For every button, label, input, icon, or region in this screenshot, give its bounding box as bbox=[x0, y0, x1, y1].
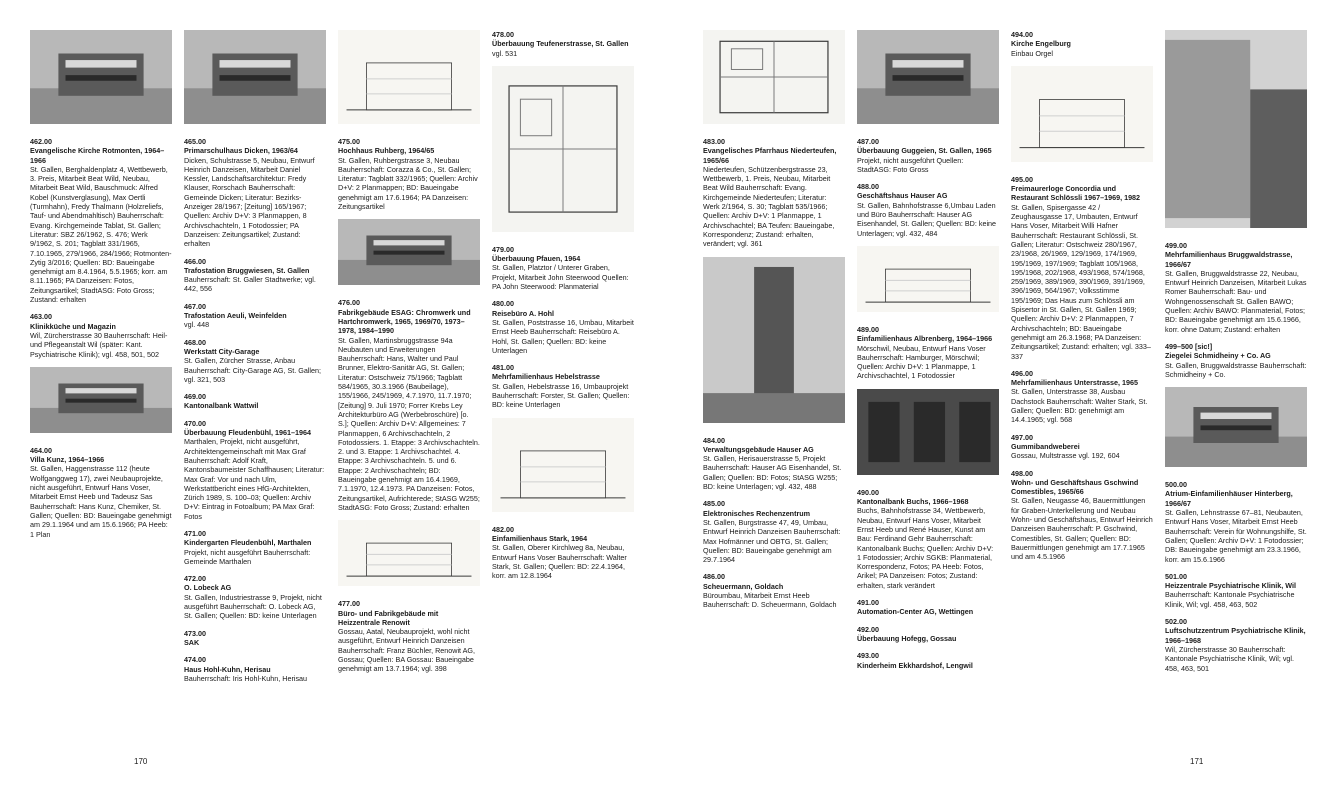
catalogue-entry bbox=[184, 257, 326, 294]
entry-body: Wil, Zürcherstrasse 30 Bauherrschaft: Kantonale Psychiatrische Klinik, Wil; vgl. 458, 463, 501 bbox=[1165, 644, 1295, 673]
entry-number: 486.00 bbox=[703, 572, 725, 582]
entry-number: 497.00 bbox=[1011, 432, 1033, 442]
entry-title: Mehrfamilienhaus Hebelstrasse bbox=[492, 372, 600, 382]
catalogue-entry bbox=[1165, 241, 1307, 334]
catalogue-entry bbox=[1165, 342, 1307, 379]
entry-title: Haus Hohl-Kuhn, Herisau bbox=[184, 664, 271, 674]
entry-title: Heizzentrale Psychiatrische Klinik, Wil bbox=[1165, 581, 1296, 591]
catalogue-column bbox=[492, 30, 634, 588]
entry-body: St. Gallen, Lehnstrasse 67–81, Neubauten, Entwurf Hans Voser, Mitarbeit Ernst Heeb Bauherrschaft: Verein für Wohnungshilfe, St. Gallen; Quellen: Archiv D+V: 1 Fotodossier; DB: Baueingabe genehmigt am 23.3.1966, korr. am 15.6.1966 bbox=[1165, 508, 1307, 564]
entry-number: 496.00 bbox=[1011, 368, 1033, 378]
entry-body: St. Gallen, Platztor / Unterer Graben, Projekt, Mitarbeit John Steerwood Quellen: PA John Steerwood: Planmaterial bbox=[492, 263, 629, 292]
catalogue-entry bbox=[184, 655, 326, 683]
einfamilienhaus-stark-drawing bbox=[492, 418, 634, 512]
entry-number: 485.00 bbox=[703, 499, 725, 509]
entry-number: 472.00 bbox=[184, 574, 206, 584]
catalogue-entry bbox=[338, 599, 480, 673]
entry-body: St. Gallen, Bahnhofstrasse 6,Umbau Laden und Büro Bauherrschaft: Hauser AG Eisenhandel, St. Gallen; Quellen: BD: keine Unterlagen; vgl. 432, 484 bbox=[857, 200, 997, 238]
entry-title: Überbauung Teufenerstrasse, St. Gallen bbox=[492, 39, 629, 49]
catalogue-entry bbox=[1165, 480, 1307, 564]
entry-number: 499.00 bbox=[1165, 241, 1187, 250]
entry-title: Evangelisches Pfarrhaus Niederteufen, 1965/66 bbox=[703, 146, 837, 165]
entry-body: Bauherrschaft: Iris Hohl-Kuhn, Herisau bbox=[184, 673, 308, 683]
albrenberg-sketch bbox=[857, 246, 999, 312]
entry-number: 466.00 bbox=[184, 256, 206, 266]
entry-body: Büroumbau, Mitarbeit Ernst Heeb Bauherrschaft: D. Scheuermann, Goldach bbox=[703, 591, 837, 610]
entry-body: Einbau Orgel bbox=[1011, 48, 1053, 58]
entry-body: St. Gallen, Martinsbruggstrasse 94a Neubauten und Erweiterungen Bauherrschaft: Hans, Walter und Paul Brunner, Elektro-Sanitär AG, St. Gallen; Literatur: Ostschweiz 75/1966; Tagblatt 584/1965, 30.3.1966 (Baubeilage), 155/1966, 245/1969, 4.7.1970, 11.7.1970; [Zeitung] 9. Juli 1970; Forrer Krebs Ley Architekturbüro AG (Werbebroschüre) [o. S.]; Quellen: Archiv D+V: Allgemeines: 7 Planmappen, 6 Archivschachteln, 2 Fotodossiers. 1. Etappe: 3 Archivschachteln. 2. und 3. Etappe: 1 Archivschachtel. 4. Etappe: 3 Archivschachteln. 5. und 6. Etappe: 2 Archivschachteln; BD: Baueingabe genehmigt am 16.4.1969, 7.1.1970, 12.4.1973. PA Danzeisen: Fotos, Zeitungsartikel, Aufrichterede; StASG W255; StadtASG: Foto Gross; Zustand: erhalten bbox=[338, 335, 480, 512]
entry-title: Einfamilienhaus Stark, 1964 bbox=[492, 533, 588, 543]
entry-body: Projekt, nicht ausgeführt Quellen: StadtASG: Foto Gross bbox=[857, 155, 964, 174]
entry-title: Automation-Center AG, Wettingen bbox=[857, 607, 974, 617]
left-page-number: 170 bbox=[134, 757, 148, 766]
catalogue-entry bbox=[492, 299, 634, 355]
entry-title: Trafostation Bruggwiesen, St. Gallen bbox=[184, 265, 310, 275]
guggeien-model-photo bbox=[857, 30, 999, 124]
bruggwaldstrasse-photo bbox=[1165, 30, 1307, 228]
catalogue-entry bbox=[1011, 175, 1153, 361]
hauser-tower-photo bbox=[703, 257, 845, 423]
catalogue-entry bbox=[30, 446, 172, 539]
entry-number: 467.00 bbox=[184, 301, 206, 311]
catalogue-entry bbox=[1011, 433, 1153, 461]
hochhaus-ruhberg-drawing bbox=[338, 30, 480, 124]
catalogue-entry bbox=[184, 338, 326, 384]
catalogue-entry bbox=[492, 245, 634, 291]
catalogue-entry bbox=[30, 312, 172, 358]
entry-title: Wohn- und Geschäftshaus Gschwind Comestibles, 1965/66 bbox=[1011, 477, 1139, 497]
entry-body: Niederteufen, Schützenbergstrasse 23, Wettbewerb, 1. Preis, Neubau, Mitarbeit Beat Wild Bauherrschaft: Evang. Kirchgemeinde Niederteufen; Literatur: Werk 2/1964, S. 30; Tagblatt 535/1966; Quellen: Archiv D+V: 1 Planmappe, 1 Archivschachtel; BA Teufen: Baueingabe, Korrespondenz; Zustand: erhalten, verändert; vgl. 361 bbox=[703, 164, 835, 249]
catalogue-column bbox=[30, 30, 172, 547]
catalogue-entry bbox=[492, 30, 634, 58]
entry-title: Elektronisches Rechenzentrum bbox=[703, 508, 811, 518]
entry-body: St. Gallen, Herisauerstrasse 5, Projekt Bauherrschaft: Hauser AG Eisenhandel, St. Gallen; Quellen: BD: Fotos; StASG W255; BD: keine Unterlagen; vgl. 432, 488 bbox=[703, 454, 842, 492]
catalogue-entry bbox=[857, 325, 999, 381]
entry-title: Kirche Engelburg bbox=[1011, 39, 1071, 49]
entry-title: Evangelische Kirche Rotmonten, 1964–1966 bbox=[30, 146, 165, 165]
entry-body: St. Gallen, Haggenstrasse 112 (heute Wolfganggweg 17), zwei Neubauprojekte, nicht ausgeführt, Entwurf Hans Voser, Mitarbeit Ernst Heeb und Tadeusz Sas Bauherrschaft: Hans Kunz, Chemiker, St. Gallen; Quellen: BD: Baueingabe genehmigt am 29.1.1964 und am 15.6.1966; PA Heeb: 1 Plan bbox=[30, 464, 172, 539]
catalogue-entry bbox=[184, 392, 326, 411]
entry-title: Fabrikgebäude ESAG: Chromwerk und Hartchromwerk, 1965, 1969/70, 1973–1978, 1984–1990 bbox=[338, 307, 471, 336]
entry-body: St. Gallen, Ruhbergstrasse 3, Neubau Bauherrschaft: Corazza & Co., St. Gallen; Literatur: Tagblatt 332/1965; Quellen: Archiv D+V: 2 Planmappen; BD: Baueingabe genehmigt am 17.6.1964; PA Danzeisen: Zeitungsartikel bbox=[338, 155, 478, 212]
renowit-drawing bbox=[338, 520, 480, 586]
catalogue-entry bbox=[857, 488, 999, 590]
entry-body: St. Gallen, Oberer Kirchlweg 8a, Neubau, Entwurf Hans Voser Bauherrschaft: Walter Stark, St. Gallen; Quellen: BD: 22.4.1964, korr. am 12.8.1964 bbox=[492, 543, 627, 581]
entry-body: St. Gallen, Bruggwaldstrasse Bauherrschaft: Schmidheiny + Co. bbox=[1165, 360, 1307, 379]
entry-title: Mehrfamilienhaus Bruggwaldstrasse, 1966/67 bbox=[1165, 250, 1293, 269]
entry-body: vgl. 448 bbox=[184, 320, 210, 330]
entry-title: Geschäftshaus Hauser AG bbox=[857, 191, 948, 201]
entry-number: 501.00 bbox=[1165, 571, 1187, 581]
entry-title: Kindergarten Fleudenbühl, Marthalen bbox=[184, 538, 312, 548]
entry-title: Überbauung Guggeien, St. Gallen, 1965 bbox=[857, 146, 992, 156]
entry-title: Scheuermann, Goldach bbox=[703, 581, 784, 591]
entry-number: 489.00 bbox=[857, 324, 879, 334]
entry-title: Villa Kunz, 1964–1966 bbox=[30, 455, 105, 465]
entry-body: Marthalen, Projekt, nicht ausgeführt, Architektengemeinschaft mit Max Graf Bauherrschaft: Adolf Kraft, Kantonsbaumeister Schaffhausen; Literatur: Max Graf: Vor und nach Ulm, Werkstattbericht eines HfG-Architekten, Zürich 1989, S. 100–03; Quellen: Archiv D+V: Eintrag in Fotoalbum; PA Max Graf: Fotos bbox=[184, 437, 325, 521]
entry-number: 476.00 bbox=[338, 298, 360, 308]
entry-title: SAK bbox=[184, 637, 200, 647]
catalogue-entry bbox=[338, 298, 480, 512]
catalogue-entry bbox=[1011, 369, 1153, 425]
entry-title: Reisebüro A. Hohl bbox=[492, 308, 555, 318]
catalogue-entry bbox=[1011, 469, 1153, 562]
entry-number: 468.00 bbox=[184, 337, 206, 347]
entry-body: St. Gallen, Berghaldenplatz 4, Wettbewerb, 3. Preis, Mitarbeit Beat Wild, Neubau, Mitarbeit Beat Wild, Bauschmuck: Alfred Kobel (Kunstverglasung), Max Oertli (Turmhahn), Fredy Thalmann (Holzreliefs, Tauf- und Abendmahltisch) Bauherrschaft: Evang. Kirchgemeinde Tablat, St. Gallen; Literatur: SBZ 26/1962, S. 476; Werk 9/1962, S. 201; Tagblatt 331/1965, 7.10.1965, 279/1966, 284/1966; Rotmonten-Zytig 3/2016; Quellen: BD: Baueingabe genehmigt am 8.4.1964, 5.5.1965; korr. am 8.11.1965; PA Danzeisen: Fotos, Zeitungsartikel; StadtASG: Foto Gross; Zustand: erhalten bbox=[30, 164, 172, 305]
entry-number: 499–500 [sic!] bbox=[1165, 341, 1213, 351]
entry-title: Einfamilienhaus Albrenberg, 1964–1966 bbox=[857, 334, 993, 344]
entry-number: 474.00 bbox=[184, 655, 206, 665]
entry-number: 477.00 bbox=[338, 599, 360, 609]
entry-body: St. Gallen, Burgstrasse 47, 49, Umbau, Entwurf Heinrich Danzeisen Bauherrschaft: Max Hofmänner und OBTG, St. Gallen; Quellen: BD: Baueingabe genehmigt am 29.7.1964 bbox=[703, 517, 841, 565]
entry-body: Bauherrschaft: St. Galler Stadtwerke; vgl. 442, 556 bbox=[184, 275, 316, 294]
entry-body: Mörschwil, Neubau, Entwurf Hans Voser Bauherrschaft: Hamburger, Mörschwil; Quellen: Archiv D+V: 1 Planmappe, 1 Archivschachtel, 1 Fotodossier bbox=[857, 343, 986, 381]
entry-title: Gummibandweberei bbox=[1011, 441, 1080, 451]
kirche-engelburg-drawing bbox=[1011, 66, 1153, 162]
catalogue-entry bbox=[857, 598, 999, 617]
entry-number: 500.00 bbox=[1165, 480, 1187, 490]
villa-kunz-photo bbox=[30, 367, 172, 433]
entry-number: 462.00 bbox=[30, 137, 52, 146]
entry-title: Überbauung Fleudenbühl, 1961–1964 bbox=[184, 428, 312, 438]
entry-number: 487.00 bbox=[857, 137, 879, 146]
entry-number: 493.00 bbox=[857, 651, 879, 661]
entry-number: 475.00 bbox=[338, 137, 360, 146]
primarschulhaus-dicken-photo bbox=[184, 30, 326, 124]
catalogue-entry bbox=[492, 525, 634, 581]
entry-number: 478.00 bbox=[492, 30, 514, 39]
entry-number: 490.00 bbox=[857, 487, 879, 497]
entry-number: 495.00 bbox=[1011, 174, 1033, 184]
entry-body: St. Gallen, Spisergasse 42 / Zeughausgasse 17, Umbauten, Entwurf Hans Voser, Mitarbeit Willi Hafner Bauherrschaft: Restaurant Schlössli, St. Gallen; Literatur: Ostschweiz 280/1967, 23/1968, 26/1969, 129/1969, 174/1969, 195/1969, 197/1969; Tagblatt 105/1968, 195/1968, 202/1968, 493/1968, 574/1968, 259/1969, 389/1969, 390/1969, 391/1969, 396/1969, 564/1967; Volksstimme 195/1969; Das Haus zum Schlössli am Spisertor in St. Gallen, St. Gallen 1969; Quellen: Archiv D+V: 2 Planmappen, 7 Archivschachteln; BD: Baueingabe genehmigt am 26.3.1968; PA Danzeisen: Zeitungsartikel; Zustand: erhalten; vgl. 333–337 bbox=[1011, 202, 1151, 361]
entry-number: 483.00 bbox=[703, 137, 725, 146]
entry-title: Luftschutzzentrum Psychiatrische Klinik, 1966–1968 bbox=[1165, 626, 1306, 645]
entry-number: 471.00 bbox=[184, 528, 206, 538]
hinterberg-photo bbox=[1165, 387, 1307, 467]
entry-number: 463.00 bbox=[30, 312, 52, 322]
entry-number: 491.00 bbox=[857, 598, 879, 608]
entry-number: 473.00 bbox=[184, 628, 206, 638]
entry-body: St. Gallen, Bruggwaldstrasse 22, Neubau, Entwurf Heinrich Danzeisen, Mitarbeit Lukas Romer Bauherrschaft: Bau- und Wohngenossenschaft St. Gallen BAWO; Quellen: Archiv BAWO: Planmaterial, Fotos; BD: Baueingabe genehmigt am 15.6.1966, korr. ohne Datum; Zustand: erhalten bbox=[1165, 268, 1307, 334]
catalogue-entry bbox=[703, 137, 845, 249]
entry-body: Projekt, nicht ausgeführt Bauherrschaft: Gemeinde Marthalen bbox=[184, 547, 311, 566]
catalogue-entry bbox=[1165, 572, 1307, 609]
entry-body: St. Gallen, Neugasse 46, Bauermittlungen für Graben-Unterkellerung und Neubau Wohn- und Geschäftshaus, Entwurf Heinrich Danzeisen Bauherrschaft: P. Gschwind, Comestibles, St. Gallen; Quellen: BD: Bauermittlungen genehmigt am 17.7.1965 und am 4.5.1966 bbox=[1011, 496, 1153, 562]
pfauen-site-plan bbox=[492, 66, 634, 232]
church-rotmonten-photo bbox=[30, 30, 172, 124]
entry-number: 479.00 bbox=[492, 244, 514, 254]
catalogue-column bbox=[184, 30, 326, 691]
catalogue-entry bbox=[703, 499, 845, 564]
entry-body: Wil, Zürcherstrasse 30 Bauherrschaft: Heil- und Pflegeanstalt Wil (später: Kant. Psychiatrische Klinik); vgl. 458, 501, 502 bbox=[30, 330, 168, 359]
catalogue-entry bbox=[703, 436, 845, 492]
entry-title: Büro- und Fabrikgebäude mit Heizzentrale Renowit bbox=[338, 608, 439, 627]
entry-title: Atrium-Einfamilienhäuser Hinterberg, 1966/67 bbox=[1165, 489, 1293, 508]
catalogue-column bbox=[1011, 30, 1153, 569]
entry-title: Mehrfamilienhaus Unterstrasse, 1965 bbox=[1011, 378, 1139, 388]
right-page-number: 171 bbox=[1190, 757, 1204, 766]
entry-number: 494.00 bbox=[1011, 30, 1033, 39]
entry-body: Buchs, Bahnhofstrasse 34, Wettbewerb, Neubau, Entwurf Hans Voser, Mitarbeit Ernst Heeb und René Hauser, Kunst am Bau: Ferdinand Gehr Bauherrschaft: Kantonalbank Buchs; Quellen: Archiv D+V: 1 Fotodossier; Archiv SGKB: Planmaterial, Korrespondenz, Fotos; PA Heeb: Fotos, Arikel; PA Danzeisen: Fotos; Zustand: erhalten, stark verändert bbox=[857, 506, 994, 590]
entry-number: 481.00 bbox=[492, 363, 514, 373]
entry-title: Freimaurerloge Concordia und Restaurant Schlössli 1967–1969, 1982 bbox=[1011, 184, 1141, 203]
catalogue-entry bbox=[184, 574, 326, 620]
entry-title: Trafostation Aeuli, Weinfelden bbox=[184, 311, 287, 321]
catalogue-entry bbox=[1165, 617, 1307, 673]
catalogue-entry bbox=[857, 651, 999, 670]
entry-body: Gossau, Multstrasse vgl. 192, 604 bbox=[1011, 451, 1120, 461]
entry-number: 465.00 bbox=[184, 137, 206, 146]
entry-title: Primarschulhaus Dicken, 1963/64 bbox=[184, 146, 298, 156]
catalogue-column bbox=[338, 30, 480, 682]
entry-title: Überbauung Pfauen, 1964 bbox=[492, 254, 581, 264]
entry-title: Ziegelei Schmidheiny + Co. AG bbox=[1165, 351, 1271, 361]
kantonalbank-interior-photo bbox=[857, 389, 999, 475]
entry-title: O. Lobeck AG bbox=[184, 583, 232, 593]
entry-number: 469.00 bbox=[184, 392, 206, 402]
entry-number: 480.00 bbox=[492, 299, 514, 309]
entry-body: St. Gallen, Unterstrasse 38, Ausbau Dachstock Bauherrschaft: Walter Stark, St. Gallen; Quellen: BD: genehmigt am 14.4.1965; vgl. 568 bbox=[1011, 387, 1148, 425]
catalogue-entry bbox=[184, 302, 326, 330]
entry-body: Gossau, Aatal, Neubauprojekt, wohl nicht ausgeführt, Entwurf Heinrich Danzeisen Bauherrschaft: Franz Büchler, Renowit AG, Gossau; Quellen: BA Gossau: Baueingabe genehmigt am 13.7.1964; vgl. 398 bbox=[338, 627, 476, 674]
catalogue-entry bbox=[857, 137, 999, 174]
entry-body: St. Gallen, Poststrasse 16, Umbau, Mitarbeit Ernst Heeb Bauherrschaft: Reisebüro A. Hohl, St. Gallen; Quellen: BD: keine Unterlagen bbox=[492, 317, 634, 355]
entry-number: 488.00 bbox=[857, 182, 879, 192]
entry-number: 470.00 bbox=[184, 418, 206, 428]
catalogue-entry bbox=[703, 572, 845, 609]
catalogue-column bbox=[857, 30, 999, 678]
entry-title: Kantonalbank Buchs, 1966–1968 bbox=[857, 497, 969, 507]
entry-title: Klinikküche und Magazin bbox=[30, 321, 116, 331]
entry-title: Werkstatt City-Garage bbox=[184, 346, 260, 356]
entry-body: Bauherrschaft: Kantonale Psychiatrische Klinik, Wil; vgl. 458, 463, 502 bbox=[1165, 590, 1295, 609]
catalogue-entry bbox=[1011, 30, 1153, 58]
entry-title: Verwaltungsgebäude Hauser AG bbox=[703, 444, 814, 454]
esag-model-photo bbox=[338, 219, 480, 285]
entry-body: St. Gallen, Industriestrasse 9, Projekt, nicht ausgeführt Bauherrschaft: O. Lobeck AG, St. Gallen; Quellen: BD: keine Unterlagen bbox=[184, 592, 322, 621]
entry-body: St. Gallen, Zürcher Strasse, Anbau Bauherrschaft: City-Garage AG, St. Gallen; vgl. 321, 503 bbox=[184, 356, 322, 384]
catalogue-entry bbox=[30, 137, 172, 304]
entry-number: 498.00 bbox=[1011, 468, 1033, 478]
catalogue-entry bbox=[184, 419, 326, 521]
entry-number: 482.00 bbox=[492, 524, 514, 534]
entry-body: St. Gallen, Hebelstrasse 16, Umbauprojekt Bauherrschaft: Forster, St. Gallen; Quellen: BD: keine Unterlagen bbox=[492, 381, 630, 410]
entry-number: 502.00 bbox=[1165, 617, 1187, 627]
catalogue-entry bbox=[857, 625, 999, 644]
entry-title: Kinderheim Ekkhardshof, Lengwil bbox=[857, 660, 973, 670]
entry-number: 484.00 bbox=[703, 435, 725, 445]
entry-body: vgl. 531 bbox=[492, 48, 518, 58]
catalogue-entry bbox=[857, 182, 999, 238]
entry-title: Kantonalbank Wattwil bbox=[184, 401, 259, 411]
catalogue-entry bbox=[184, 137, 326, 249]
catalogue-entry bbox=[184, 529, 326, 566]
catalogue-entry bbox=[338, 137, 480, 211]
entry-number: 464.00 bbox=[30, 445, 52, 455]
entry-title: Überbauung Hofegg, Gossau bbox=[857, 633, 957, 643]
catalogue-column bbox=[703, 30, 845, 618]
catalogue-column bbox=[1165, 30, 1307, 681]
entry-title: Hochhaus Ruhberg, 1964/65 bbox=[338, 146, 435, 156]
catalogue-entry bbox=[492, 363, 634, 409]
pfarrhaus-plan bbox=[703, 30, 845, 124]
entry-number: 492.00 bbox=[857, 624, 879, 634]
entry-body: Dicken, Schulstrasse 5, Neubau, Entwurf Heinrich Danzeisen, Mitarbeit Daniel Kessler, Landschaftsarchitektur: Fredy Klauser, Rorschach Bauherrschaft: Gemeinde Dicken; Literatur: Bezirks-Anzeiger 28/1967; [Zeitung] 165/1967; Quellen: Archiv D+V: 3 Planmappen, 8 Archivschachteln, 1 Fotodossier; PA Danzeisen: Zeitungsartikel; Zustand: erhalten bbox=[184, 155, 315, 249]
catalogue-entry bbox=[184, 629, 326, 648]
